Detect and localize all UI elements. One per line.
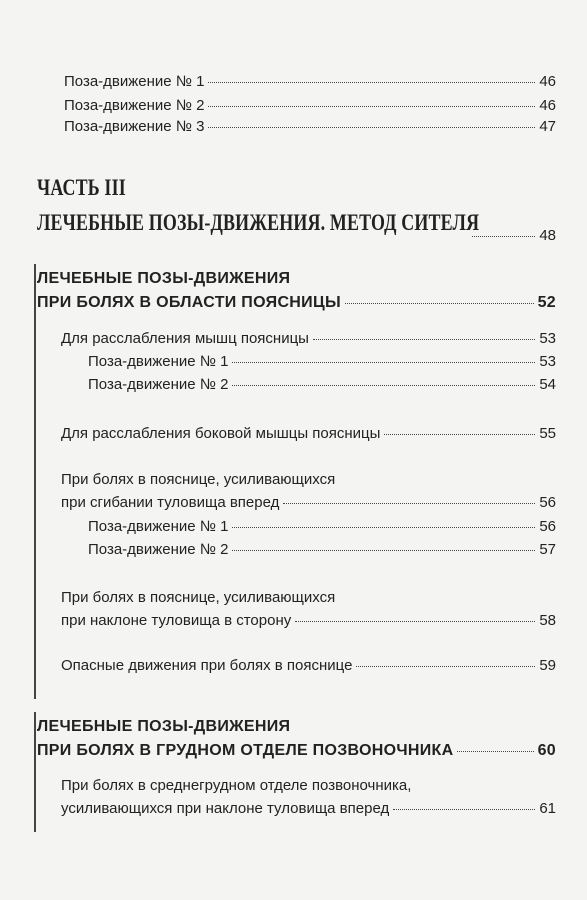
toc-entry[interactable] — [61, 330, 556, 348]
toc-entry-label: Для расслабления боковой мышцы поясницы — [61, 425, 381, 442]
dot-leader — [208, 82, 535, 83]
section-bar — [34, 264, 36, 699]
toc-entry[interactable] — [64, 73, 556, 91]
toc-entry-page: 55 — [539, 425, 556, 442]
section-heading[interactable] — [37, 294, 556, 312]
toc-entry-page: 56 — [539, 494, 556, 511]
dot-leader — [208, 127, 535, 128]
dot-leader — [393, 809, 535, 810]
dot-leader — [295, 621, 535, 622]
toc-entry-line1: При болях в среднегрудном отделе позвоночника, — [61, 777, 412, 794]
toc-entry-page: 59 — [539, 657, 556, 674]
toc-entry-label: Поза-движение № 1 — [64, 73, 205, 90]
toc-entry-label: Для расслабления мышц поясницы — [61, 330, 309, 347]
toc-entry-page: 53 — [539, 353, 556, 370]
dot-leader — [208, 106, 535, 107]
toc-entry[interactable] — [61, 800, 556, 818]
section-heading-line1: ЛЕЧЕБНЫЕ ПОЗЫ-ДВИЖЕНИЯ — [37, 718, 291, 735]
toc-entry[interactable] — [61, 425, 556, 443]
toc-entry-label: Опасные движения при болях в пояснице — [61, 657, 353, 674]
toc-entry-page: 56 — [539, 518, 556, 535]
toc-entry-page: 47 — [539, 118, 556, 135]
part-page: 48 — [539, 227, 556, 244]
section-page: 52 — [537, 294, 556, 311]
dot-leader — [232, 527, 535, 528]
toc-entry[interactable] — [88, 541, 556, 559]
toc-entry[interactable] — [61, 612, 556, 630]
dot-leader — [232, 362, 535, 363]
toc-entry[interactable] — [88, 376, 556, 394]
part-number: ЧАСТЬ III — [37, 175, 126, 200]
section-heading-line1: ЛЕЧЕБНЫЕ ПОЗЫ-ДВИЖЕНИЯ — [37, 270, 291, 287]
toc-entry[interactable] — [61, 657, 556, 675]
toc-entry-page: 57 — [539, 541, 556, 558]
toc-entry-page: 53 — [539, 330, 556, 347]
toc-entry-page: 58 — [539, 612, 556, 629]
dot-leader — [356, 666, 535, 667]
dot-leader — [345, 303, 534, 304]
toc-entry-label: Поза-движение № 2 — [64, 97, 205, 114]
toc-entry-page: 54 — [539, 376, 556, 393]
toc-entry-label: Поза-движение № 1 — [88, 518, 229, 535]
toc-entry-label: Поза-движение № 3 — [64, 118, 205, 135]
section-heading-line2: ПРИ БОЛЯХ В ГРУДНОМ ОТДЕЛЕ ПОЗВОНОЧНИКА — [37, 742, 454, 759]
section-heading[interactable] — [37, 742, 556, 760]
dot-leader — [232, 550, 535, 551]
dot-leader — [457, 751, 533, 752]
toc-entry-line1: При болях в пояснице, усиливающихся — [61, 471, 336, 488]
toc-entry[interactable] — [61, 494, 556, 512]
toc-entry[interactable] — [64, 97, 556, 115]
toc-entry[interactable] — [88, 353, 556, 371]
section-heading-line2: ПРИ БОЛЯХ В ОБЛАСТИ ПОЯСНИЦЫ — [37, 294, 341, 311]
toc-entry-label: усиливающихся при наклоне туловища вперед — [61, 800, 390, 817]
toc-entry-label: Поза-движение № 1 — [88, 353, 229, 370]
dot-leader — [384, 434, 535, 435]
toc-entry-page: 46 — [539, 73, 556, 90]
dot-leader — [313, 339, 535, 340]
toc-entry-line1: При болях в пояснице, усиливающихся — [61, 589, 336, 606]
section-bar — [34, 712, 36, 832]
part-page-leader — [468, 227, 556, 245]
dot-leader — [232, 385, 535, 386]
toc-entry[interactable] — [88, 518, 556, 536]
toc-entry-label: Поза-движение № 2 — [88, 376, 229, 393]
section-page: 60 — [537, 742, 556, 759]
dot-leader — [472, 236, 535, 237]
toc-entry-label: Поза-движение № 2 — [88, 541, 229, 558]
toc-entry-page: 46 — [539, 97, 556, 114]
toc-entry-label: при сгибании туловища вперед — [61, 494, 280, 511]
toc-entry-label: при наклоне туловища в сторону — [61, 612, 292, 629]
toc-entry-page: 61 — [539, 800, 556, 817]
part-title[interactable]: ЛЕЧЕБНЫЕ ПОЗЫ-ДВИЖЕНИЯ. МЕТОД СИТЕЛЯ — [37, 210, 480, 235]
dot-leader — [283, 503, 535, 504]
toc-entry[interactable] — [64, 118, 556, 136]
